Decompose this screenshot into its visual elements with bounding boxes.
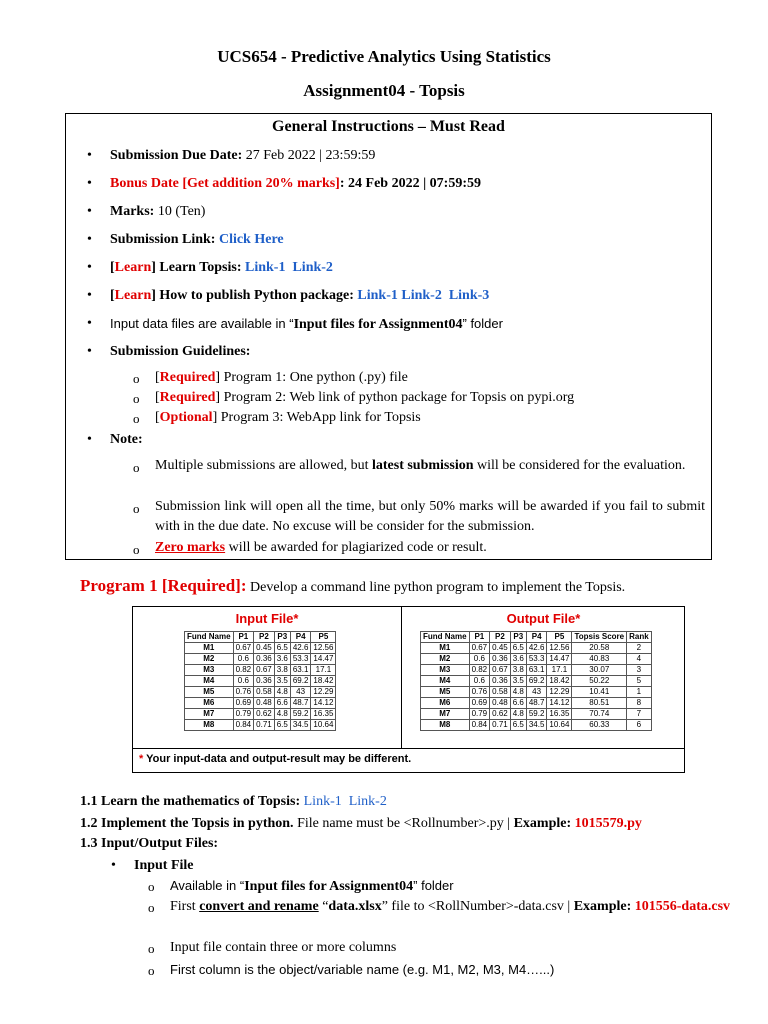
instructions-box <box>65 113 712 560</box>
table-row <box>421 643 652 654</box>
learn-topsis-link-2[interactable]: Link-2 <box>292 260 333 275</box>
table-cell: 0.58 <box>254 687 275 698</box>
table-header-cell: P1 <box>233 632 254 643</box>
table-cell: 0.84 <box>233 720 254 731</box>
marks-line: Marks: 10 (Ten) <box>110 204 206 219</box>
table-header-cell: P2 <box>254 632 275 643</box>
table-row <box>421 720 652 731</box>
input-sub-1: Available in “Input files for Assignment04” folder <box>170 878 454 894</box>
table-cell: 17.1 <box>547 665 572 676</box>
bullet-icon: • <box>87 232 92 247</box>
instructions-heading: General Instructions – Must Read <box>272 118 505 135</box>
note-label: Note: <box>110 432 143 447</box>
table-cell: 14.12 <box>547 698 572 709</box>
table-cell: 0.76 <box>469 687 490 698</box>
table-cell: 0.6 <box>469 676 490 687</box>
table-row <box>185 698 336 709</box>
table-cell: 10.64 <box>547 720 572 731</box>
table-row <box>185 676 336 687</box>
bullet-icon: • <box>87 432 92 447</box>
table-header-cell: P4 <box>526 632 547 643</box>
table-cell: M5 <box>185 687 234 698</box>
table-cell: 3.6 <box>274 654 290 665</box>
table-cell: 48.7 <box>290 698 311 709</box>
table-cell: 63.1 <box>526 665 547 676</box>
table-cell: 6.5 <box>274 720 290 731</box>
bullet-icon: • <box>87 344 92 359</box>
table-cell: 50.22 <box>572 676 627 687</box>
table-cell: 3.5 <box>510 676 526 687</box>
bullet-icon: • <box>87 316 92 331</box>
table-cell: 0.82 <box>469 665 490 676</box>
table-cell: 60.33 <box>572 720 627 731</box>
submission-link[interactable]: Click Here <box>218 232 284 247</box>
table-cell: 5 <box>627 676 652 687</box>
table-cell: 69.2 <box>526 676 547 687</box>
table-cell: 0.62 <box>490 709 511 720</box>
table-row <box>185 665 336 676</box>
circle-bullet-icon: o <box>148 963 155 978</box>
table-cell: 69.2 <box>290 676 311 687</box>
table-cell: 18.42 <box>311 676 336 687</box>
input-table <box>184 631 336 731</box>
table-cell: 59.2 <box>290 709 311 720</box>
table-cell: 0.36 <box>490 654 511 665</box>
input-file-title: Input File* <box>235 611 299 626</box>
table-cell: 0.6 <box>469 654 490 665</box>
table-cell: 53.3 <box>526 654 547 665</box>
table-divider <box>401 607 402 748</box>
table-row <box>421 654 652 665</box>
table-cell: 48.7 <box>526 698 547 709</box>
table-cell: 14.12 <box>311 698 336 709</box>
table-header-cell: P1 <box>469 632 490 643</box>
table-cell: 3.8 <box>274 665 290 676</box>
table-cell: M5 <box>421 687 470 698</box>
table-cell: 0.67 <box>490 665 511 676</box>
guideline-item: [Required] Program 2: Web link of python package for Topsis on pypi.org <box>155 390 575 405</box>
circle-bullet-icon: o <box>148 941 155 956</box>
table-cell: M4 <box>185 676 234 687</box>
table-cell: 43 <box>290 687 311 698</box>
guideline-item: [Required] Program 1: One python (.py) file <box>155 370 408 385</box>
table-header-cell: Fund Name <box>421 632 470 643</box>
table-cell: 4.8 <box>510 709 526 720</box>
table-cell: M8 <box>185 720 234 731</box>
table-cell: 10.41 <box>572 687 627 698</box>
output-file-title: Output File* <box>506 611 581 626</box>
bullet-icon: • <box>87 260 92 275</box>
table-row <box>421 665 652 676</box>
table-header-cell: P5 <box>547 632 572 643</box>
note-item-2: Submission link will open all the time, but only 50% marks will be awarded if you fail to submit with in the due date. No excuse will be consider for the submission. <box>155 499 705 534</box>
table-cell: 8 <box>627 698 652 709</box>
table-cell: 14.47 <box>547 654 572 665</box>
table-cell: M1 <box>185 643 234 654</box>
circle-bullet-icon: o <box>148 900 155 915</box>
table-row <box>185 709 336 720</box>
input-sub-2: First convert and rename “data.xlsx” file to <RollNumber>-data.csv | Example: 101556-data.csv <box>170 899 731 914</box>
table-row <box>421 709 652 720</box>
learn-topsis-link-1[interactable]: Link-1 <box>245 260 286 275</box>
table-cell: 0.67 <box>469 643 490 654</box>
table-cell: 0.6 <box>233 676 254 687</box>
table-cell: 20.58 <box>572 643 627 654</box>
table-cell: 0.67 <box>233 643 254 654</box>
table-cell: 53.3 <box>290 654 311 665</box>
table-cell: M3 <box>185 665 234 676</box>
bullet-icon: • <box>87 148 92 163</box>
table-cell: 0.79 <box>233 709 254 720</box>
table-cell: 4.8 <box>510 687 526 698</box>
table-cell: 0.58 <box>490 687 511 698</box>
section-1-2: 1.2 Implement the Topsis in python. File name must be <Rollnumber>.py | Example: 1015579.py <box>80 816 642 831</box>
circle-bullet-icon: o <box>133 501 140 516</box>
table-cell: 2 <box>627 643 652 654</box>
table-cell: M6 <box>185 698 234 709</box>
table-cell: 0.6 <box>233 654 254 665</box>
table-cell: 70.74 <box>572 709 627 720</box>
table-cell: 42.6 <box>290 643 311 654</box>
table-row <box>185 643 336 654</box>
publish-package-line: [Learn] How to publish Python package: Link-1 Link-2 Link-3 <box>110 288 490 303</box>
table-cell: 10.64 <box>311 720 336 731</box>
table-cell: 16.35 <box>311 709 336 720</box>
table-header-cell: P3 <box>274 632 290 643</box>
table-cell: M4 <box>421 676 470 687</box>
table-cell: 6.6 <box>510 698 526 709</box>
submission-link-line: Submission Link: Click Here <box>110 232 284 247</box>
circle-bullet-icon: o <box>133 542 140 557</box>
publish-link-3[interactable]: Link-3 <box>448 288 490 303</box>
bonus-date-line: Bonus Date [Get addition 20% marks]: 24 Feb 2022 | 07:59:59 <box>110 176 481 191</box>
circle-bullet-icon: o <box>133 411 140 426</box>
table-cell: 0.45 <box>254 643 275 654</box>
table-cell: 7 <box>627 709 652 720</box>
note-item-3: Zero marks will be awarded for plagiarized code or result. <box>155 540 487 555</box>
table-cell: 6.5 <box>510 643 526 654</box>
table-cell: M2 <box>421 654 470 665</box>
table-row <box>185 687 336 698</box>
table-cell: 14.47 <box>311 654 336 665</box>
circle-bullet-icon: o <box>133 460 140 475</box>
table-cell: 0.67 <box>254 665 275 676</box>
table-cell: 12.29 <box>547 687 572 698</box>
table-cell: 1 <box>627 687 652 698</box>
table-cell: M7 <box>185 709 234 720</box>
table-header-cell: P2 <box>490 632 511 643</box>
table-cell: 3.8 <box>510 665 526 676</box>
table-cell: 34.5 <box>290 720 311 731</box>
table-cell: 80.51 <box>572 698 627 709</box>
circle-bullet-icon: o <box>133 391 140 406</box>
table-header-cell: Rank <box>627 632 652 643</box>
program1-heading: Program 1 [Required]: Develop a command line python program to implement the Topsis. <box>80 576 626 595</box>
table-cell: 16.35 <box>547 709 572 720</box>
table-footer-divider <box>133 748 684 749</box>
table-cell: M7 <box>421 709 470 720</box>
table-cell: 0.48 <box>254 698 275 709</box>
table-header-cell: P3 <box>510 632 526 643</box>
table-header-cell: P5 <box>311 632 336 643</box>
table-row <box>185 654 336 665</box>
input-files-line: Input data files are available in “Input files for Assignment04” folder <box>110 316 503 332</box>
bullet-icon: • <box>87 176 92 191</box>
table-cell: 0.71 <box>490 720 511 731</box>
table-cell: M1 <box>421 643 470 654</box>
table-cell: 0.84 <box>469 720 490 731</box>
table-cell: 0.79 <box>469 709 490 720</box>
table-cell: 0.45 <box>490 643 511 654</box>
table-cell: 40.83 <box>572 654 627 665</box>
bullet-icon: • <box>87 204 92 219</box>
table-cell: 4 <box>627 654 652 665</box>
table-cell: 12.56 <box>311 643 336 654</box>
learn-topsis-line: [Learn] Learn Topsis: Link-1 Link-2 <box>110 260 333 275</box>
table-cell: 6.6 <box>274 698 290 709</box>
table-cell: 42.6 <box>526 643 547 654</box>
due-date-line: Submission Due Date: 27 Feb 2022 | 23:59:59 <box>110 148 376 163</box>
guideline-item: [Optional] Program 3: WebApp link for Topsis <box>155 410 421 425</box>
table-cell: 18.42 <box>547 676 572 687</box>
table-row <box>421 687 652 698</box>
section-1-3: 1.3 Input/Output Files: <box>80 836 219 851</box>
table-cell: 0.36 <box>490 676 511 687</box>
output-table <box>420 631 652 731</box>
course-title: UCS654 - Predictive Analytics Using Statistics <box>217 47 551 66</box>
table-cell: M2 <box>185 654 234 665</box>
publish-link-2[interactable]: Link-2 <box>401 288 442 303</box>
math-link-1[interactable]: Link-1 <box>303 794 342 809</box>
table-row <box>421 676 652 687</box>
table-cell: 30.07 <box>572 665 627 676</box>
table-cell: M3 <box>421 665 470 676</box>
table-cell: 0.48 <box>490 698 511 709</box>
input-sub-3: Input file contain three or more columns <box>170 940 397 955</box>
table-cell: 17.1 <box>311 665 336 676</box>
table-cell: 0.69 <box>469 698 490 709</box>
table-cell: 6 <box>627 720 652 731</box>
table-cell: 63.1 <box>290 665 311 676</box>
publish-link-1[interactable]: Link-1 <box>357 288 398 303</box>
table-header-cell: Topsis Score <box>572 632 627 643</box>
table-cell: 3 <box>627 665 652 676</box>
bullet-icon: • <box>111 858 116 873</box>
input-file-label: Input File <box>134 858 194 873</box>
table-cell: 0.82 <box>233 665 254 676</box>
io-table-box <box>132 606 685 773</box>
table-cell: 0.36 <box>254 654 275 665</box>
table-header-cell: P4 <box>290 632 311 643</box>
table-cell: 34.5 <box>526 720 547 731</box>
table-cell: 3.5 <box>274 676 290 687</box>
table-cell: 12.56 <box>547 643 572 654</box>
table-row <box>421 698 652 709</box>
table-header-cell: Fund Name <box>185 632 234 643</box>
table-cell: 6.5 <box>274 643 290 654</box>
assignment-title: Assignment04 - Topsis <box>303 81 465 100</box>
table-cell: 59.2 <box>526 709 547 720</box>
table-cell: 0.62 <box>254 709 275 720</box>
table-cell: 0.36 <box>254 676 275 687</box>
table-cell: 0.76 <box>233 687 254 698</box>
table-cell: 12.29 <box>311 687 336 698</box>
input-sub-4: First column is the object/variable name (e.g. M1, M2, M3, M4…...) <box>170 962 555 977</box>
bullet-icon: • <box>87 288 92 303</box>
table-cell: M6 <box>421 698 470 709</box>
table-cell: 0.71 <box>254 720 275 731</box>
circle-bullet-icon: o <box>148 879 155 894</box>
table-row <box>185 720 336 731</box>
table-cell: 3.6 <box>510 654 526 665</box>
table-cell: M8 <box>421 720 470 731</box>
table-cell: 0.69 <box>233 698 254 709</box>
math-link-2[interactable]: Link-2 <box>348 794 387 809</box>
table-cell: 6.5 <box>510 720 526 731</box>
table-note: * Your input-data and output-result may be different. <box>139 753 412 765</box>
table-cell: 4.8 <box>274 709 290 720</box>
table-cell: 43 <box>526 687 547 698</box>
table-cell: 4.8 <box>274 687 290 698</box>
note-item-1: Multiple submissions are allowed, but latest submission will be considered for the evaluation. <box>155 458 686 473</box>
guidelines-label: Submission Guidelines: <box>110 344 251 359</box>
section-1-1: 1.1 Learn the mathematics of Topsis: Link-1 Link-2 <box>80 794 387 809</box>
circle-bullet-icon: o <box>133 371 140 386</box>
